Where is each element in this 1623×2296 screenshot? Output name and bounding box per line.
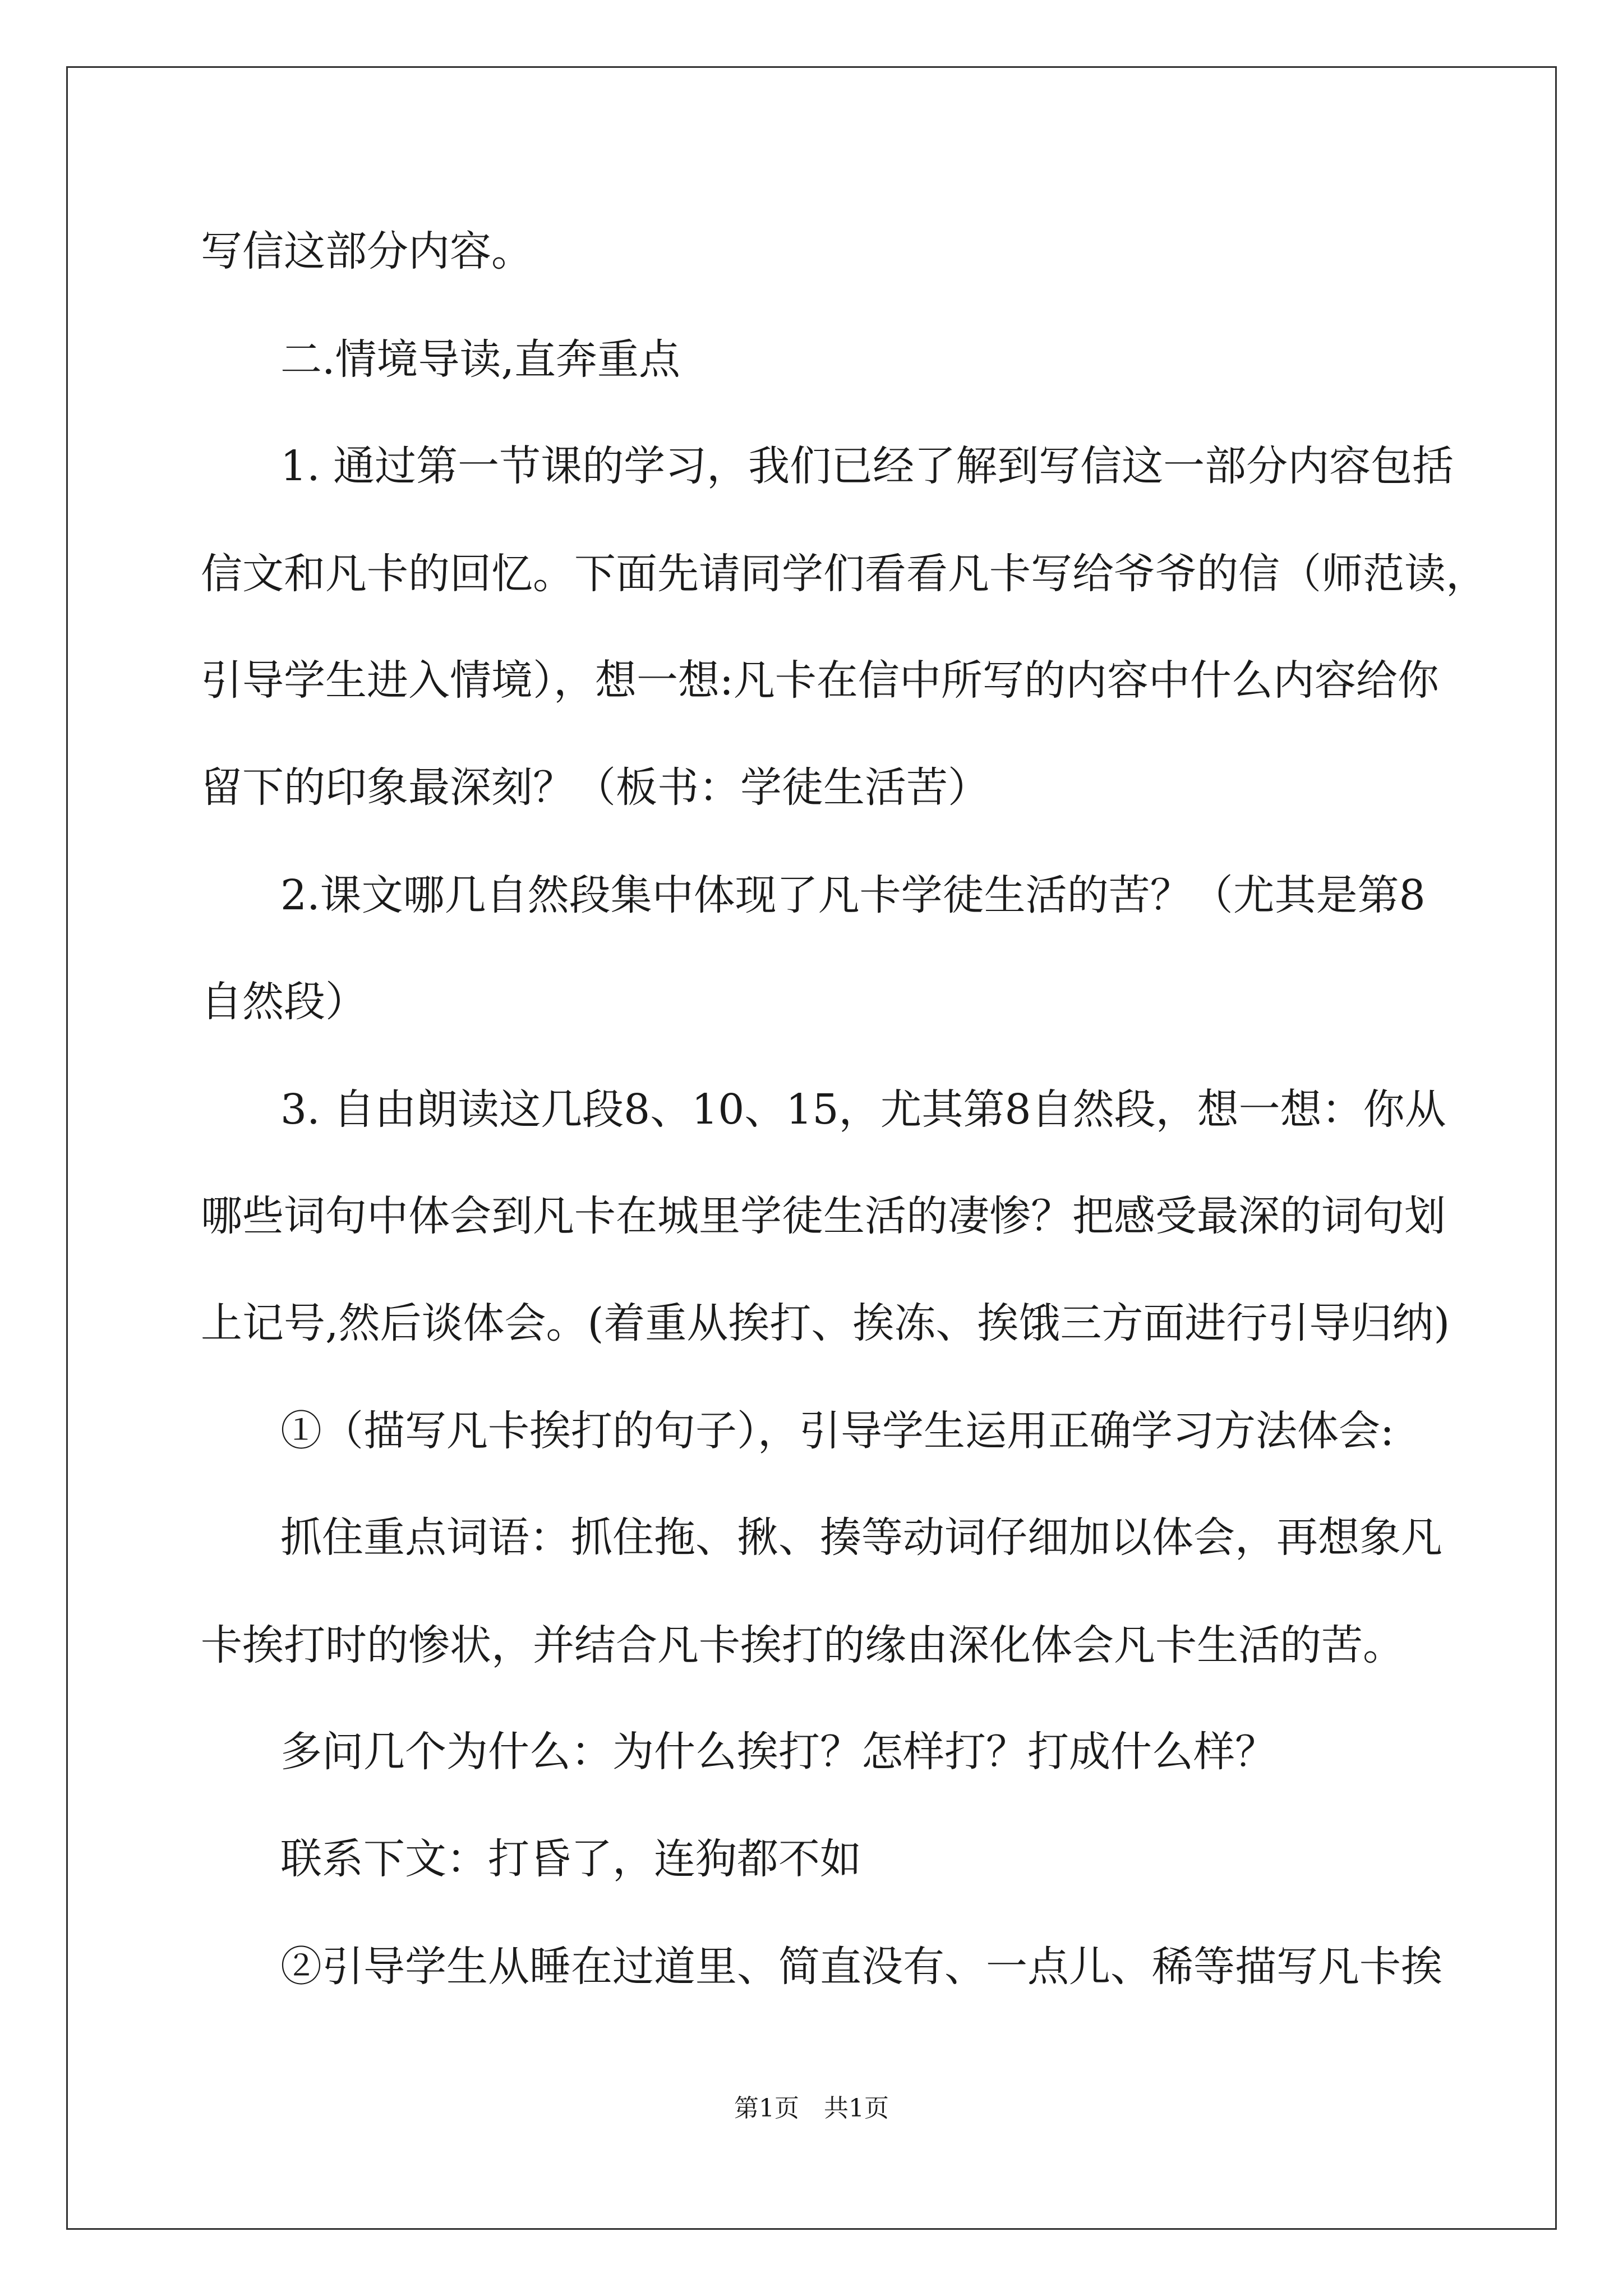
text-line-5: 引导学生进入情境），想一想:凡卡在信中所写的内容中什么内容给你 — [201, 656, 1439, 705]
page-border — [66, 66, 1557, 2230]
text-line-17: ②引导学生从睡在过道里、简直没有、一点儿、稀等描写凡卡挨 — [280, 1943, 1442, 1991]
text-line-11: 上记号,然后谈体会。(着重从挨打、挨冻、挨饿三方面进行引导归纳) — [201, 1299, 1450, 1347]
text-line-15: 多问几个为什么：为什么挨打？怎样打？打成什么样？ — [280, 1728, 1276, 1776]
text-line-7: 2.课文哪几自然段集中体现了凡卡学徒生活的苦？（尤其是第8 — [280, 871, 1426, 919]
text-line-6: 留下的印象最深刻？（板书：学徒生活苦） — [201, 763, 989, 812]
text-line-10: 哪些词句中体会到凡卡在城里学徒生活的凄惨？把感受最深的词句划 — [201, 1192, 1446, 1240]
section-heading: 二.情境导读,直奔重点 — [280, 335, 681, 384]
text-line-4: 信文和凡卡的回忆。下面先请同学们看看凡卡写给爷爷的信（师范读， — [201, 550, 1487, 598]
text-line-13: 抓住重点词语：抓住拖、揪、揍等动词仔细加以体会，再想象凡 — [280, 1513, 1442, 1562]
page-number-footer: 第1页 共1页 — [734, 2094, 889, 2123]
text-line-3: 1. 通过第一节课的学习，我们已经了解到写信这一部分内容包括 — [280, 442, 1454, 490]
text-line-12: ①（描写凡卡挨打的句子），引导学生运用正确学习方法体会: — [280, 1407, 1394, 1455]
text-line-16: 联系下文：打昏了，连狗都不如 — [280, 1835, 861, 1883]
text-line-8: 自然段） — [201, 978, 367, 1026]
text-line-9: 3. 自由朗读这几段8、10、15，尤其第8自然段，想一想：你从 — [280, 1085, 1446, 1134]
text-line-1: 写信这部分内容。 — [201, 227, 533, 275]
text-line-14: 卡挨打时的惨状，并结合凡卡挨打的缘由深化体会凡卡生活的苦。 — [201, 1621, 1404, 1669]
